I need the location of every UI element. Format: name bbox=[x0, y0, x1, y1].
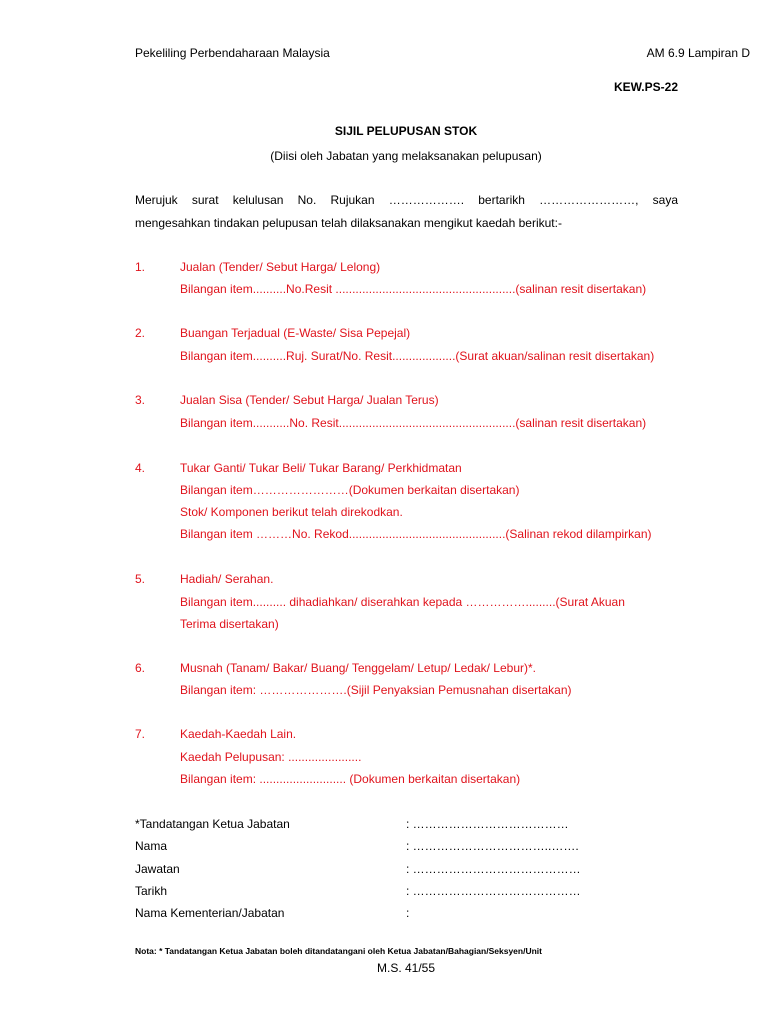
item-2-method: Buangan Terjadual (E-Waste/ Sisa Pepejal) bbox=[180, 326, 411, 340]
position-label: Jawatan bbox=[135, 862, 180, 876]
item-4-number: 4. bbox=[135, 461, 146, 475]
item-5-number: 5. bbox=[135, 572, 146, 586]
item-4-record: Bilangan item ………No. Rekod...............................................(Salinan rekod dilampirkan) bbox=[180, 527, 652, 541]
header-left: Pekeliling Perbendaharaan Malaysia bbox=[135, 46, 330, 60]
item-2-number: 2. bbox=[135, 326, 146, 340]
page-number: M.S. 41/55 bbox=[376, 961, 436, 975]
item-4-note: Stok/ Komponen berikut telah direkodkan. bbox=[180, 505, 403, 519]
position-field: : …………………………………… bbox=[406, 862, 581, 876]
item-6-method: Musnah (Tanam/ Bakar/ Buang/ Tenggelam/ Letup/ Ledak/ Lebur)*. bbox=[180, 661, 536, 675]
item-3-method: Jualan Sisa (Tender/ Sebut Harga/ Jualan Terus) bbox=[180, 393, 439, 407]
item-3-number: 3. bbox=[135, 393, 146, 407]
intro-line-2: mengesahkan tindakan pelupusan telah dilaksanakan mengikut kaedah berikut:- bbox=[135, 216, 562, 230]
item-7-method: Kaedah-Kaedah Lain. bbox=[180, 727, 297, 741]
item-4-detail: Bilangan item……………………(Dokumen berkaitan disertakan) bbox=[180, 483, 520, 497]
item-6-number: 6. bbox=[135, 661, 146, 675]
signature-field: : ………………………………… bbox=[406, 817, 569, 831]
document-title: SIJIL PELUPUSAN STOK bbox=[334, 124, 478, 138]
item-5-method: Hadiah/ Serahan. bbox=[180, 572, 274, 586]
item-7-number: 7. bbox=[135, 727, 146, 741]
ministry-field: : bbox=[406, 906, 410, 920]
header-right: AM 6.9 Lampiran D bbox=[646, 46, 750, 60]
item-4-method: Tukar Ganti/ Tukar Beli/ Tukar Barang/ Perkhidmatan bbox=[180, 461, 462, 475]
item-1-number: 1. bbox=[135, 260, 146, 274]
item-5-detail: Bilangan item.......... dihadiahkan/ diserahkan kepada …………….........(Surat Akuan bbox=[180, 595, 625, 609]
item-2-detail: Bilangan item..........Ruj. Surat/No. Resit...................(Surat akuan/salinan resit disertakan) bbox=[180, 349, 655, 363]
date-field: : …………………………………… bbox=[406, 884, 581, 898]
document-subtitle: (Diisi oleh Jabatan yang melaksanakan pelupusan) bbox=[270, 149, 542, 163]
signature-label: *Tandatangan Ketua Jabatan bbox=[135, 817, 290, 831]
item-3-detail: Bilangan item...........No. Resit.....................................................(salinan resit disertakan) bbox=[180, 416, 647, 430]
item-6-detail: Bilangan item: ………………….(Sijil Penyaksian Pemusnahan disertakan) bbox=[180, 683, 572, 697]
item-7-means: Kaedah Pelupusan: ...................... bbox=[180, 750, 362, 764]
ministry-label: Nama Kementerian/Jabatan bbox=[135, 906, 285, 920]
name-field: : ……………………………..……. bbox=[406, 839, 579, 853]
item-5-detail-cont: Terima disertakan) bbox=[180, 617, 279, 631]
footnote: Nota: * Tandatangan Ketua Jabatan boleh ditandatangani oleh Ketua Jabatan/Bahagian/Seksyen/Unit bbox=[135, 946, 542, 956]
item-1-detail: Bilangan item..........No.Resit ......................................................(salinan resit disertakan) bbox=[180, 282, 647, 296]
item-1-method: Jualan (Tender/ Sebut Harga/ Lelong) bbox=[180, 260, 381, 274]
name-label: Nama bbox=[135, 839, 168, 853]
form-code: KEW.PS-22 bbox=[613, 80, 678, 94]
intro-line-1: Merujuk surat kelulusan No. Rujukan ………………. bertarikh ……………………, saya bbox=[135, 193, 678, 207]
item-7-detail: Bilangan item: .......................... (Dokumen berkaitan disertakan) bbox=[180, 772, 521, 786]
date-label: Tarikh bbox=[135, 884, 168, 898]
